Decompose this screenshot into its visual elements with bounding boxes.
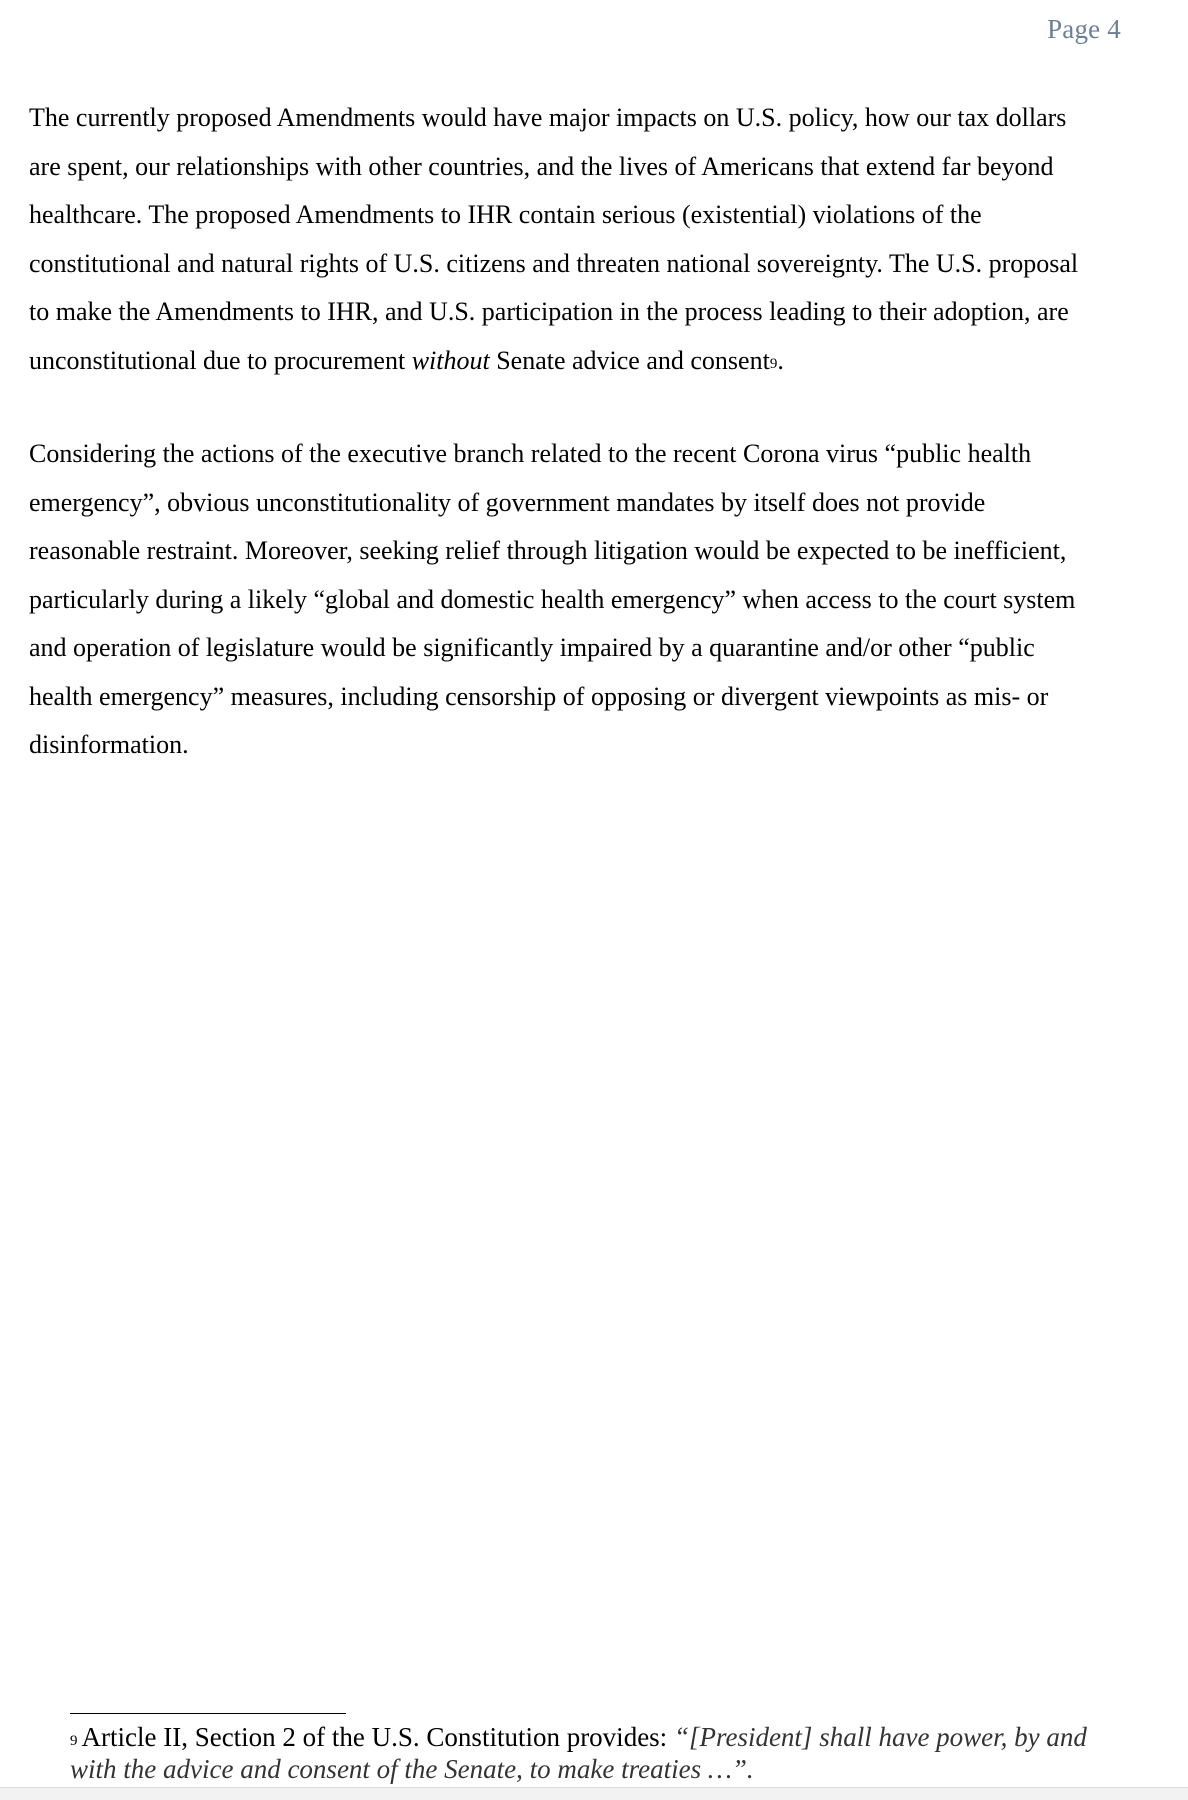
- paragraph-line: constitutional and natural rights of U.S. citizens and threaten national sovereignty. The U.S. proposal: [29, 248, 1079, 278]
- bottom-scroll-edge: [0, 1787, 1188, 1800]
- emphasis-without: without: [411, 345, 490, 375]
- footnote-number: 9: [70, 1733, 78, 1749]
- footnote-quote: with the advice and consent of the Senate, to make treaties …”.: [70, 1754, 754, 1784]
- paragraph-line: particularly during a likely “global and domestic health emergency” when access to the court system: [29, 584, 1076, 614]
- footnote-reference[interactable]: 9: [769, 355, 778, 372]
- paragraph-line: healthcare. The proposed Amendments to IHR contain serious (existential) violations of the: [29, 200, 982, 229]
- paragraph-line: disinformation.: [29, 730, 189, 759]
- paragraph-line: health emergency” measures, including censorship of opposing or divergent viewpoints as mis- or: [29, 681, 1049, 711]
- paragraph-line: reasonable restraint. Moreover, seeking relief through litigation would be expected to be inefficient,: [29, 536, 1067, 565]
- paragraph-line: and operation of legislature would be significantly impaired by a quarantine and/or other “public: [29, 633, 1035, 662]
- page-number: Page 4: [1047, 14, 1121, 44]
- paragraph-amendments-impact: [29, 94, 1164, 385]
- paragraph-line: to make the Amendments to IHR, and U.S. participation in the process leading to their adoption, are: [29, 297, 1069, 326]
- paragraph-line: [29, 337, 1164, 386]
- line-text: unconstitutional due to procurement: [29, 345, 412, 375]
- footnote-9: [70, 1721, 1170, 1785]
- footnote-separator: [70, 1713, 346, 1714]
- paragraph-line: are spent, our relationships with other countries, and the lives of Americans that extend far beyond: [29, 151, 1054, 181]
- paragraph-executive-actions: [29, 430, 1164, 770]
- paragraph-line: Considering the actions of the executive branch related to the recent Corona virus “public health: [29, 439, 1032, 468]
- line-text: Senate advice and consent: [489, 345, 770, 375]
- footnote-quote: “[President] shall have power, by and: [673, 1722, 1087, 1752]
- footnote-line: [70, 1721, 1170, 1753]
- line-text: .: [777, 345, 784, 375]
- paragraph-line: emergency”, obvious unconstitutionality of government mandates by itself does not provide: [29, 487, 986, 517]
- paragraph-line: The currently proposed Amendments would have major impacts on U.S. policy, how our tax dollars: [29, 103, 1067, 132]
- footnote-text: Article II, Section 2 of the U.S. Constitution provides:: [81, 1722, 674, 1752]
